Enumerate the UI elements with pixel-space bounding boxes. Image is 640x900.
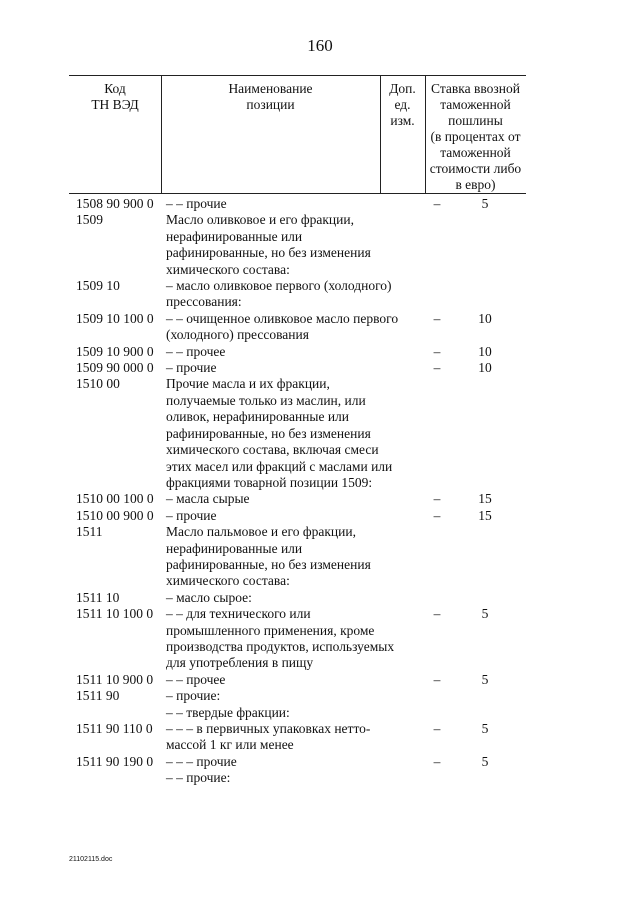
row-code: 1510 00 100 0 bbox=[76, 491, 154, 507]
row-code: 1509 90 000 0 bbox=[76, 360, 154, 376]
table-row bbox=[69, 278, 526, 311]
row-code: 1509 bbox=[76, 212, 103, 228]
row-unit: – bbox=[433, 360, 441, 376]
row-rate: 15 bbox=[478, 491, 492, 507]
row-rate: 15 bbox=[478, 507, 492, 523]
file-name: 21102115.doc bbox=[69, 856, 113, 863]
row-rate: 5 bbox=[481, 671, 489, 687]
row-code: 1510 00 bbox=[76, 376, 120, 392]
row-code: 1511 90 bbox=[76, 688, 120, 704]
row-name: – масла сырые bbox=[166, 491, 250, 507]
table-row bbox=[69, 508, 526, 524]
row-name: – масло оливковое первого (холодного) прессования: bbox=[166, 278, 392, 310]
row-name: – масло сырое: bbox=[166, 589, 252, 605]
row-rate: 5 bbox=[481, 606, 489, 622]
row-name: – – прочие bbox=[166, 196, 227, 211]
header-unit: Доп. ед. изм. bbox=[389, 81, 416, 128]
row-code: 1510 00 900 0 bbox=[76, 507, 154, 523]
row-name: – прочие: bbox=[166, 688, 221, 704]
table-row bbox=[69, 311, 526, 344]
table-row bbox=[69, 196, 526, 212]
row-unit: – bbox=[433, 507, 441, 523]
page-number: 160 bbox=[307, 36, 333, 55]
row-rate: 5 bbox=[481, 721, 489, 736]
row-name: – – твердые фракции: bbox=[166, 704, 290, 720]
row-rate: 5 bbox=[481, 753, 489, 769]
row-rate: 5 bbox=[481, 196, 489, 211]
row-name: – – – прочие bbox=[166, 753, 237, 769]
row-code: 1509 10 100 0 bbox=[76, 310, 154, 326]
table-row bbox=[69, 524, 526, 590]
table-row bbox=[69, 360, 526, 376]
table-row bbox=[69, 491, 526, 507]
tariff-table bbox=[69, 75, 526, 787]
table-row bbox=[69, 770, 526, 786]
row-unit: – bbox=[433, 343, 441, 359]
row-unit: – bbox=[433, 310, 441, 326]
row-code: 1509 10 900 0 bbox=[76, 343, 154, 359]
header-name: Наименование позиции bbox=[228, 81, 313, 112]
row-name: – – прочее bbox=[166, 343, 226, 359]
row-unit: – bbox=[433, 753, 441, 769]
row-code: 1511 90 110 0 bbox=[76, 721, 153, 736]
row-rate: 10 bbox=[478, 343, 492, 359]
table-row bbox=[69, 754, 526, 770]
header-code: Код ТН ВЭД bbox=[91, 81, 139, 112]
row-unit: – bbox=[433, 671, 441, 687]
row-name: Масло пальмовое и его фракции, нерафинированные или рафинированные, но без изменения химического состава: bbox=[166, 524, 371, 589]
row-name: – – прочие: bbox=[166, 770, 231, 786]
row-unit: – bbox=[433, 721, 441, 736]
row-code: 1508 90 900 0 bbox=[76, 196, 154, 211]
table-row bbox=[69, 376, 526, 491]
row-code: 1509 10 bbox=[76, 278, 120, 294]
row-name: – прочие bbox=[166, 360, 217, 376]
table-row bbox=[69, 606, 526, 672]
table-header bbox=[69, 75, 526, 194]
table-row bbox=[69, 688, 526, 704]
row-code: 1511 90 190 0 bbox=[76, 753, 154, 769]
header-rate: Ставка ввозной таможенной пошлины (в процентах от таможенной стоимости либо в евро) bbox=[429, 81, 522, 192]
table-body bbox=[69, 196, 526, 787]
row-code: 1511 10 100 0 bbox=[76, 606, 154, 622]
row-unit: – bbox=[433, 491, 441, 507]
row-unit: – bbox=[433, 196, 441, 211]
row-name: Масло оливковое и его фракции, нерафинированные или рафинированные, но без изменения химического состава: bbox=[166, 212, 371, 277]
row-name: – – – в первичных упаковках нетто-массой 1 кг или менее bbox=[166, 721, 371, 753]
row-name: – – очищенное оливковое масло первого (холодного) прессования bbox=[166, 310, 399, 343]
row-code: 1511 bbox=[76, 524, 103, 540]
row-name: Прочие масла и их фракции, получаемые только из маслин, или оливок, нерафинированные или рафинированные, но без изменения химического состава, включая смеси этих масел или фракций с маслами или фракциями товарной позиции 1509: bbox=[166, 376, 393, 490]
table-row bbox=[69, 672, 526, 688]
table-row bbox=[69, 705, 526, 721]
row-rate: 10 bbox=[478, 360, 492, 376]
table-row bbox=[69, 721, 526, 754]
table-row bbox=[69, 344, 526, 360]
row-code: 1511 10 900 0 bbox=[76, 671, 154, 687]
row-rate: 10 bbox=[478, 310, 492, 326]
row-name: – прочие bbox=[166, 507, 217, 523]
row-name: – – для технического или промышленного применения, кроме производства продуктов, используемых для употребления в пищу bbox=[166, 606, 395, 671]
row-code: 1511 10 bbox=[76, 589, 120, 605]
table-row bbox=[69, 212, 526, 278]
row-name: – – прочее bbox=[166, 671, 226, 687]
table-row bbox=[69, 590, 526, 606]
row-unit: – bbox=[433, 606, 441, 622]
